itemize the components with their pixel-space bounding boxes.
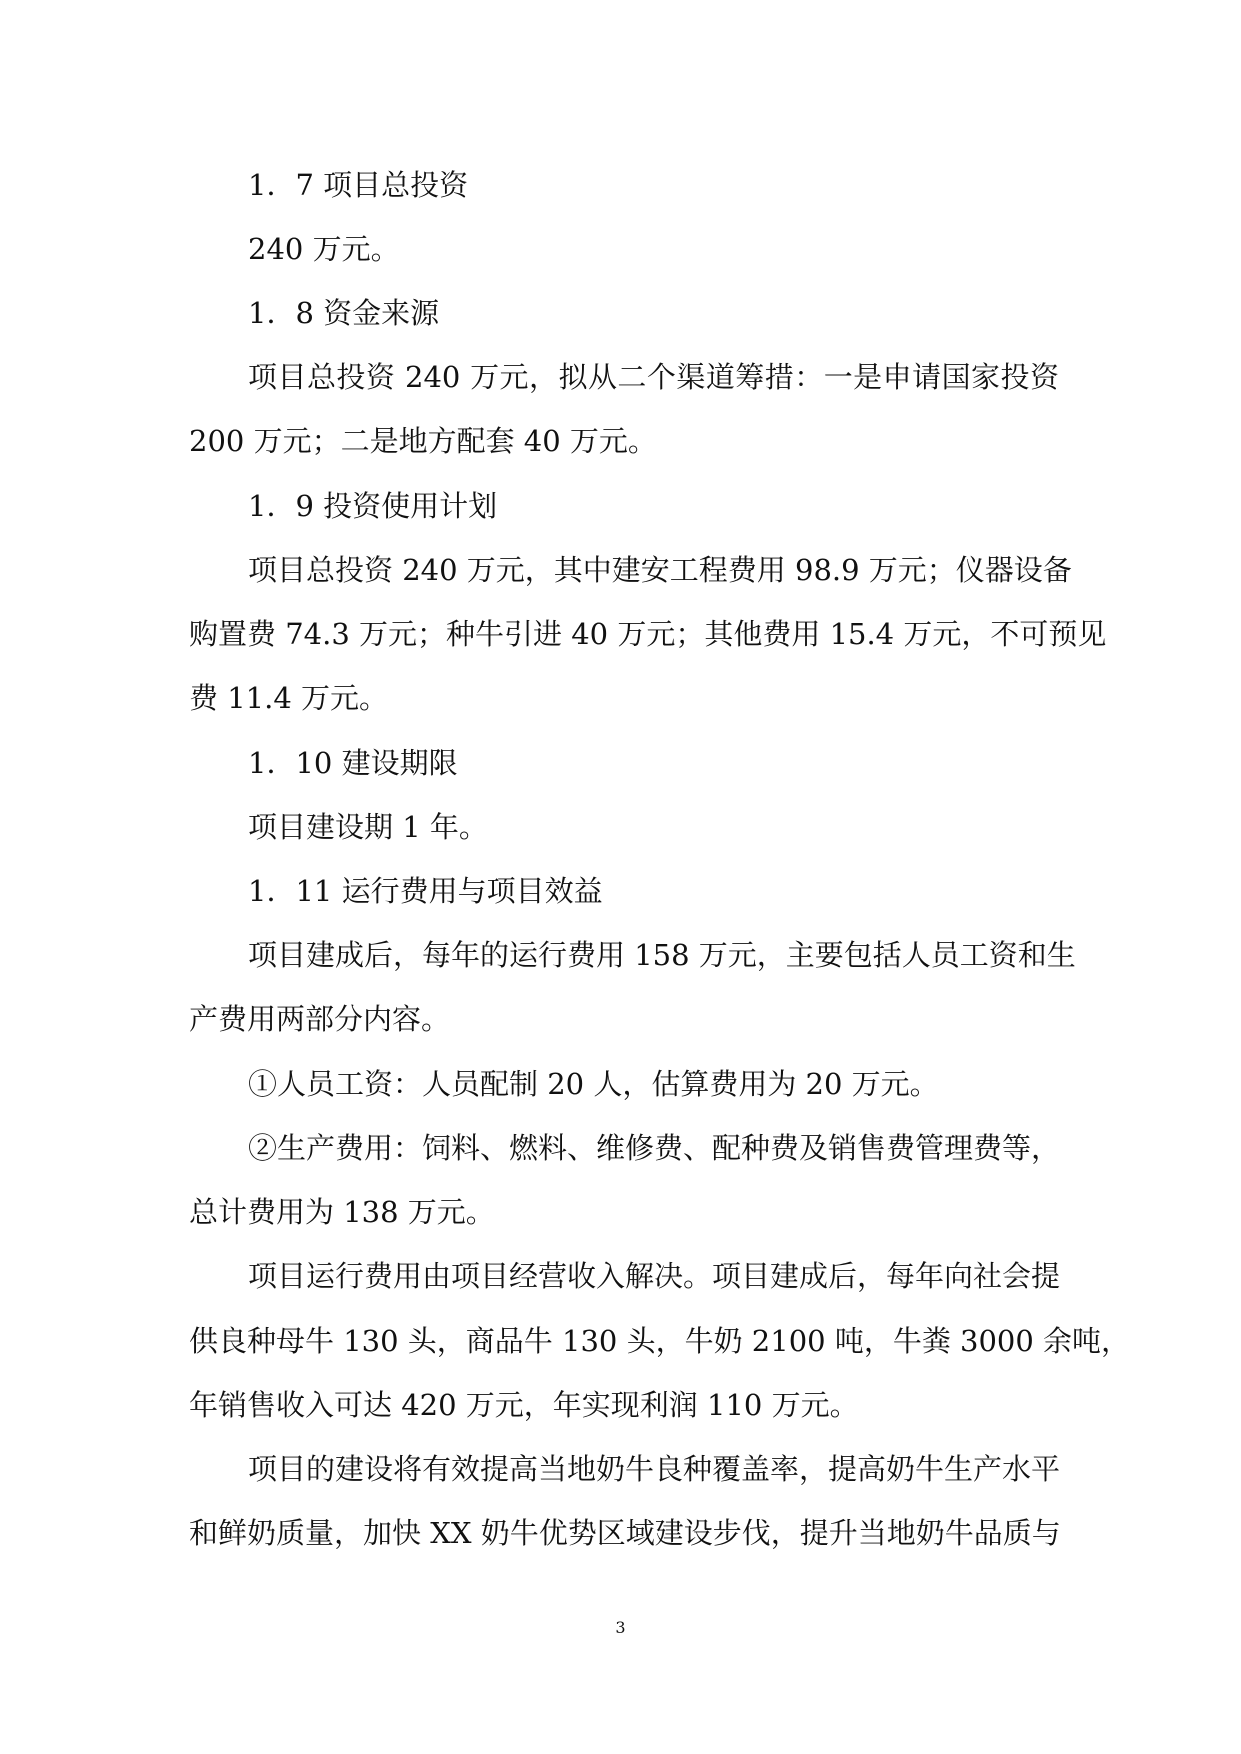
heading-1-10: 1．10 建设期限	[248, 746, 458, 780]
paragraph-line: 项目建成后，每年的运行费用 158 万元，主要包括人员工资和生	[248, 938, 1076, 972]
paragraph-line: 产费用两部分内容。	[189, 1002, 451, 1036]
paragraph-line: 项目建设期 1 年。	[248, 810, 488, 844]
heading-1-11: 1．11 运行费用与项目效益	[248, 874, 603, 908]
paragraph-line: 项目的建设将有效提高当地奶牛良种覆盖率，提高奶牛生产水平	[248, 1452, 1061, 1486]
paragraph-line: 项目总投资 240 万元，拟从二个渠道筹措：一是申请国家投资	[248, 360, 1059, 394]
paragraph-line: 购置费 74.3 万元；种牛引进 40 万元；其他费用 15.4 万元，不可预见	[189, 617, 1107, 651]
paragraph-line: 供良种母牛 130 头，商品牛 130 头，牛奶 2100 吨，牛粪 3000 余吨，	[189, 1324, 1131, 1358]
paragraph-line: 项目运行费用由项目经营收入解决。项目建成后，每年向社会提	[248, 1259, 1061, 1293]
paragraph-line: 总计费用为 138 万元。	[189, 1195, 495, 1229]
paragraph-line: 240 万元。	[248, 232, 400, 266]
paragraph-line: 和鲜奶质量，加快 XX 奶牛优势区域建设步伐，提升当地奶牛品质与	[189, 1516, 1061, 1550]
paragraph-line: 费 11.4 万元。	[189, 681, 389, 715]
paragraph-line: 200 万元；二是地方配套 40 万元。	[189, 424, 657, 458]
paragraph-line: 年销售收入可达 420 万元，年实现利润 110 万元。	[189, 1388, 859, 1422]
heading-1-7: 1．7 项目总投资	[248, 168, 469, 202]
paragraph-line: 项目总投资 240 万元，其中建安工程费用 98.9 万元；仪器设备	[248, 553, 1072, 587]
page-number: 3	[615, 1618, 626, 1637]
heading-1-9: 1．9 投资使用计划	[248, 489, 498, 523]
list-item-personnel: ①人员工资：人员配制 20 人，估算费用为 20 万元。	[248, 1067, 939, 1101]
heading-1-8: 1．8 资金来源	[248, 296, 440, 330]
list-item-production: ②生产费用：饲料、燃料、维修费、配种费及销售费管理费等，	[248, 1131, 1061, 1165]
